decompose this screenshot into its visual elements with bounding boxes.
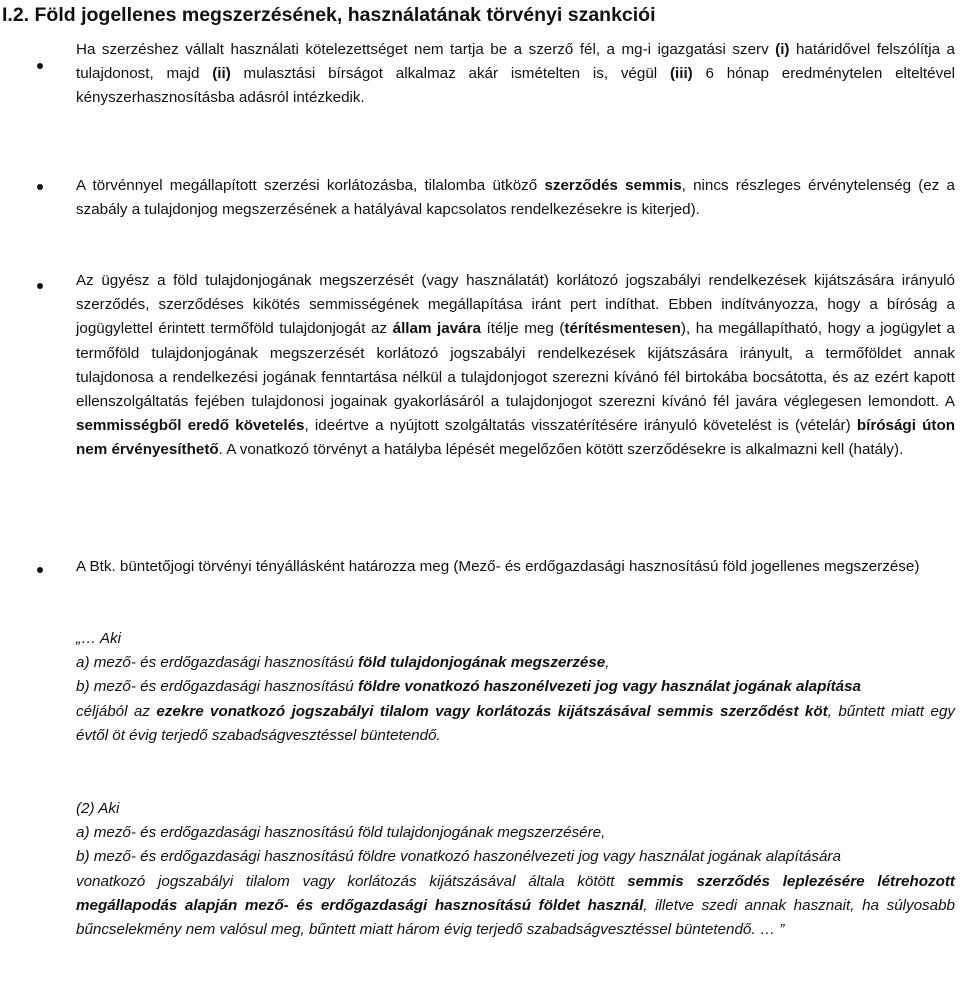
emphasis-text: föld tulajdonjogának megszerzése (357, 654, 606, 672)
emphasis-text: semmis szerződés leplezésére létrehozott megállapodás alapján mező- és erdőgazdasági hasznosítású földet használ (76, 872, 955, 914)
emphasis-text: szerződés semmis (544, 177, 682, 194)
bullet-icon (37, 283, 43, 289)
quote-line: (2) Aki (76, 800, 120, 817)
statute-quote-1 (76, 627, 955, 748)
bullet-icon (37, 567, 43, 573)
bullet-icon (37, 184, 43, 190)
emphasis-text: (ii) (212, 65, 231, 83)
emphasis-text: semmisségből eredő követelés (76, 417, 305, 435)
emphasis-text: (iii) (669, 65, 693, 83)
bullet-icon (37, 63, 43, 69)
statute-quote-2 (76, 797, 955, 942)
paragraph: A törvénnyel megállapított szerzési korlátozásba, tilalomba ütköző szerződés semmis, nincs részleges érvénytelenség (ez a szabály a tulajdonjog megszerzésének a hatályával kapcsolatos rendelkezésekre is kiterjed). (76, 177, 955, 219)
emphasis-text: állam javára (392, 320, 481, 338)
section-heading: I.2. Föld jogellenes megszerzésének, használatának törvényi szankciói (2, 4, 656, 26)
emphasis-text: térítésmentesen (564, 320, 681, 338)
quote-line: céljából az ezekre vonatkozó jogszabályi tilalom vagy korlátozás kijátszásával semmis szerződést köt, bűntett miatt egy évtől öt évig terjedő szabadságvesztéssel büntetendő. (76, 702, 955, 744)
quote-line: b) mező- és erdőgazdasági hasznosítású földre vonatkozó haszonélvezeti jog vagy használat jogának alapítására (76, 848, 841, 866)
paragraph: A Btk. büntetőjogi törvényi tényállásként határozza meg (Mező- és erdőgazdasági hasznosítású föld jogellenes megszerzése) (76, 558, 920, 575)
emphasis-text: (i) (775, 41, 790, 58)
quote-line: a) mező- és erdőgazdasági hasznosítású föld tulajdonjogának megszerzésére, (76, 824, 606, 842)
quote-line: b) mező- és erdőgazdasági hasznosítású földre vonatkozó haszonélvezeti jog vagy használat jogának alapítása (76, 678, 862, 696)
paragraph: Ha szerzéshez vállalt használati kötelezettséget nem tartja be a szerző fél, a mg-i igazgatási szerv (i) határidővel felszólítja a tulajdonost, majd (ii) mulasztási bírságot alkalmaz akár ismételten is, végül (iii) 6 hónap eredménytelen elteltével kényszerhasznosításba adásról intézkedik. (76, 41, 956, 107)
quote-line: vonatkozó jogszabályi tilalom vagy korlátozás kijátszásával általa kötött semmis szerződés leplezésére létrehozott megállapodás alapján mező- és erdőgazdasági hasznosítású földet használ, illetve szedi annak hasznait, ha súlyosabb bűncselekmény nem valósul meg, bűntett miatt három évig terjedő szabadságvesztéssel büntetendő. … ” (76, 872, 955, 939)
quote-line: „… Aki (76, 630, 121, 647)
paragraph: Az ügyész a föld tulajdonjogának megszerzését (vagy használatát) korlátozó jogszabályi rendelkezések kijátszására irányuló szerződés, szerződéses kikötés semmisségének megállapítása iránt pert indíthat. Ebben indítványozza, hogy a bíróság a jogügylettel érintett termőföld tulajdonjogát az állam javára ítélje meg (térítésmentesen), ha megállapítható, hogy a jogügylet a termőföld tulajdonjogának megszerzését korlátozó jogszabályi rendelkezések kijátszására irányult, a termőföldet annak tulajdonosa a rendelkezési jogának fenntartása nélkül a tulajdonjogot szerezni kívánó fél birtokába bocsátotta, és az ezért kapott ellenszolgáltatás fejében tulajdonosi jogainak gyakorlásáról a tulajdonjogot szerezni kívánó fél javára véglegesen lemondott. A semmisségből eredő követelés, ideértve a nyújtott szolgáltatás visszatérítésére irányuló követelést is (vételár) bírósági úton nem érvényesíthető. A vonatkozó törvényt a hatályba lépését megelőzően kötött szerződésekre is alkalmazni kell (hatály). (76, 272, 956, 459)
quote-line: a) mező- és erdőgazdasági hasznosítású föld tulajdonjogának megszerzése, (76, 654, 610, 672)
emphasis-text: földre vonatkozó haszonélvezeti jog vagy használat jogának alapítása (357, 678, 862, 696)
emphasis-text: ezekre vonatkozó jogszabályi tilalom vagy korlátozás kijátszásával semmis szerződést köt (156, 702, 828, 720)
emphasis-text: bírósági úton nem érvényesíthető (76, 417, 955, 459)
